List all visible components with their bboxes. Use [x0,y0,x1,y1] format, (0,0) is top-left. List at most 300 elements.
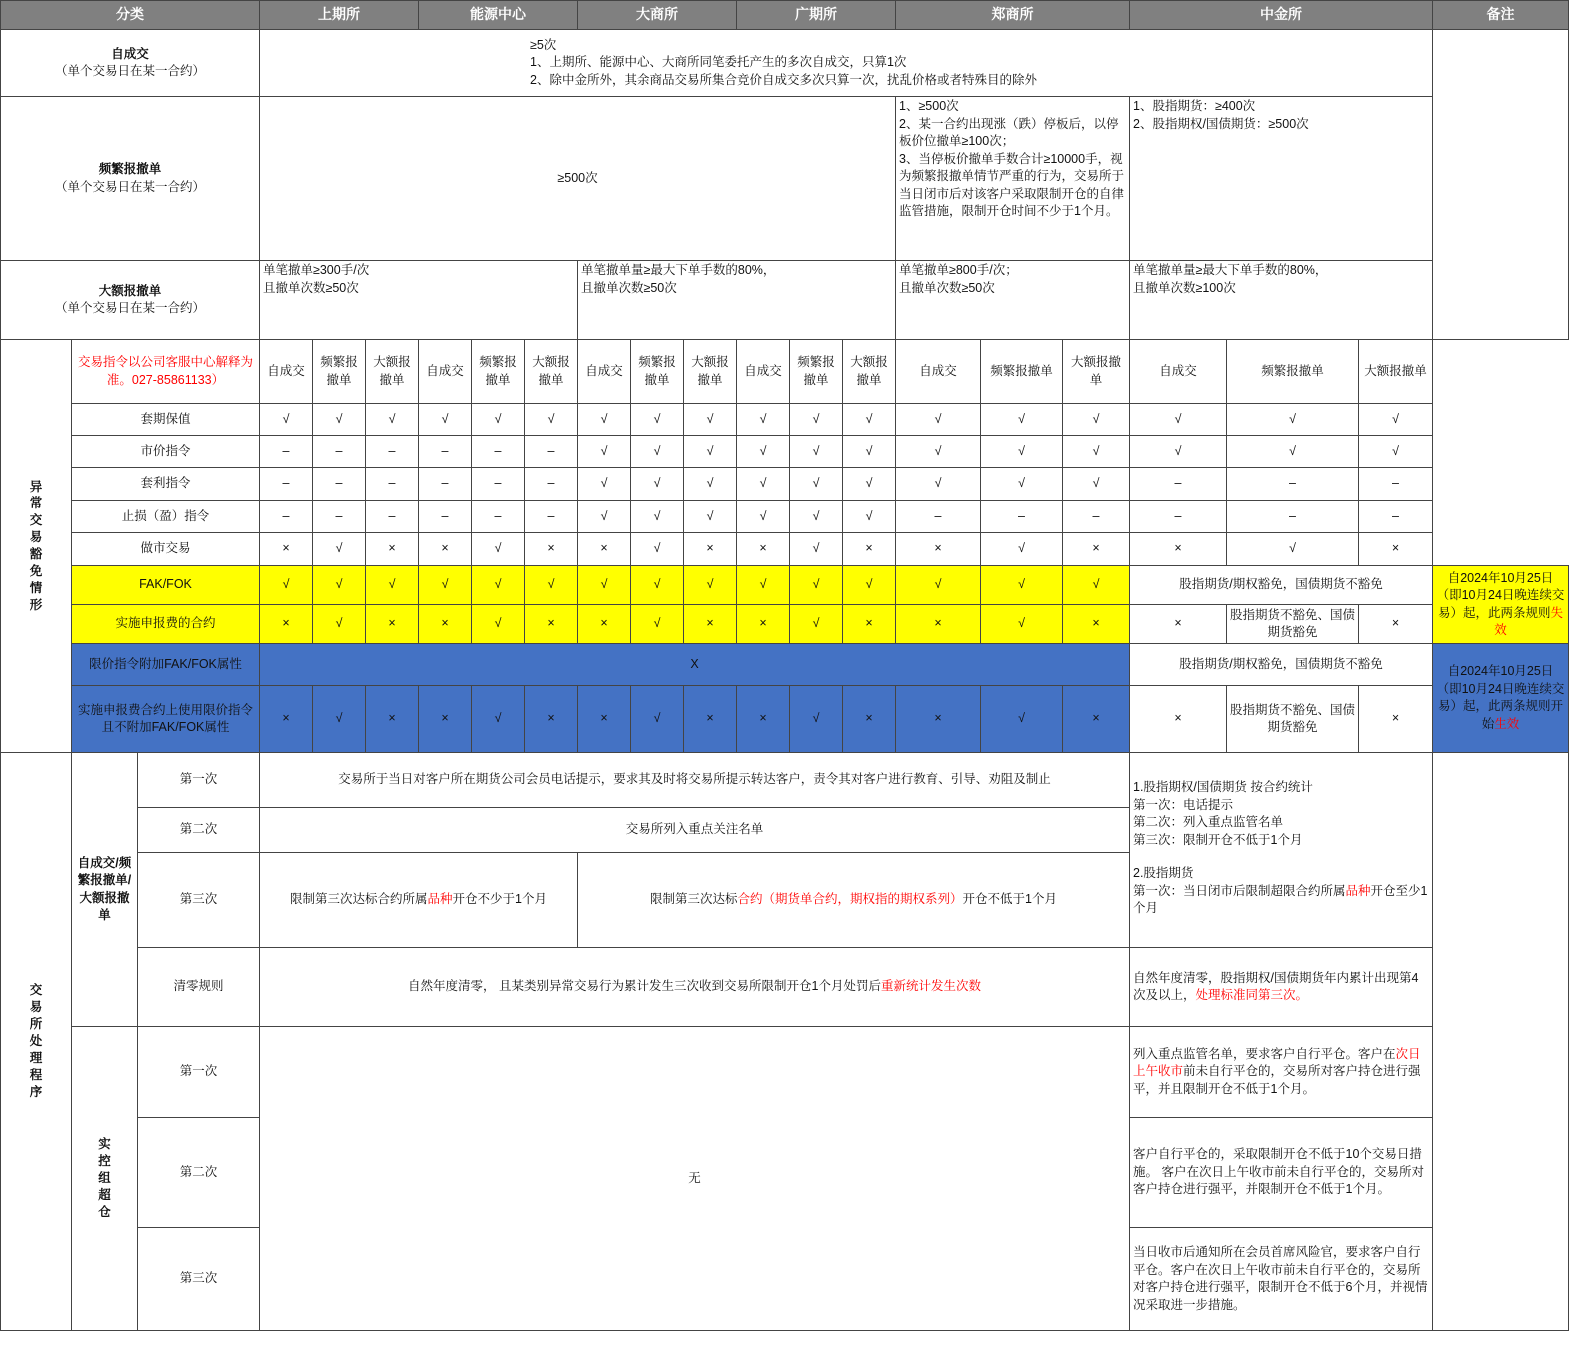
exemption-sub-header [1226,339,1359,404]
limit-row-cffex [1129,643,1433,686]
g1-third-rule-b-red: 合约（期货单合约，期权指的期权系列） [737,892,963,907]
fak-row-mark-text: √ [388,577,396,592]
fee-limit-row-mark-text: √ [653,711,661,726]
cffex-g2-first-pre: 列入重点监管名单，要求客户自行平仓。客户在 [1133,1046,1396,1061]
header-ine [418,0,578,30]
exemption-mark [789,467,843,501]
remark-effective [1432,643,1569,753]
frequent-cancel-cffex-line: 1、股指期货：≥400次 [1133,99,1256,113]
g2-first-label-text: 第一次 [179,1064,218,1079]
self-trade-title-text: 自成交 [111,46,149,61]
exemption-mark [736,467,790,501]
g1-third-rule-b-post: 开仓不低于1个月 [962,892,1057,907]
exemption-mark [980,435,1063,468]
frequent-cancel-czce-line: 3、当停板价撤单手数合计≥10000手，视为频繁报撤单情节严重的行为，交易所于当日闭市后对该客户采取限制开仓的自律监管措施，限制开仓时间不少于1个月。 [899,151,1125,218]
fee-row-mark-text: × [547,616,555,631]
fee-limit-row-mark [789,685,843,753]
exemption-mark [1358,532,1433,566]
g2-general [259,1026,1130,1331]
limit-row-label [71,643,260,686]
exemption-mark [630,532,684,566]
fak-row-mark [736,565,790,605]
exemption-mark [895,500,981,533]
exemption-mark [577,500,631,533]
exemption-mark-text: √ [494,541,502,556]
g2-third-label-text: 第三次 [179,1271,218,1286]
exemption-mark-text: √ [1289,443,1296,458]
exemption-mark [1358,435,1433,468]
g2-general-text: 无 [688,1170,701,1185]
exemption-mark-text: √ [600,411,608,426]
exemption-mark [471,435,525,468]
exemption-mark [980,532,1063,566]
fee-limit-row-mark [683,685,737,753]
fee-limit-row-mark-text: × [759,711,767,726]
exemption-mark-text: √ [1289,411,1296,426]
cffex-g1-line-pre: 第一次：当日闭市后限制超限合约所属 [1133,883,1346,898]
exemption-mark [524,403,578,436]
g1-third-rule-a [259,852,578,948]
fak-row-mark [577,565,631,605]
g1-clear-label-text: 清零规则 [173,979,224,994]
exemption-mark [259,435,313,468]
exemption-mark-text: √ [759,508,767,523]
fak-row-mark [259,565,313,605]
fee-row-mark-text: × [600,616,608,631]
exemption-mark [1358,403,1433,436]
exemption-mark-text: √ [934,411,942,426]
fee-row-cffex-a-text: × [1174,616,1182,631]
exemption-mark [683,500,737,533]
limit-row-value-text: X [690,656,699,671]
cffex-g1-line: 第三次：限制开仓不低于1个月 [1133,832,1303,847]
g1-third-rule-a-pre: 限制第三次达标合约所属 [290,892,428,907]
header-remarks-label: 备注 [1486,6,1515,23]
g1-clear-label [137,947,260,1027]
exemption-mark [1062,435,1130,468]
exemption-mark [365,435,419,468]
large-cancel-dce-line: 且撤单次数≥50次 [581,280,677,295]
remark-effective-text [1436,663,1565,733]
exemption-mark-text: – [335,443,343,458]
fee-row-mark-text: √ [494,616,502,631]
header-category-label: 分类 [116,6,144,23]
exemption-mark [1129,532,1227,566]
exemption-sub-header-text: 频繁报撤单 [638,355,676,387]
exemption-row-label-text: 做市交易 [140,541,191,556]
fee-limit-row-mark-text: × [865,711,873,726]
exemption-mark-text: – [1174,508,1182,523]
exemption-mark [683,435,737,468]
self-trade-rule-line: 1、上期所、能源中心、大商所同笔委托产生的多次自成交，只算1次 [530,55,907,70]
frequent-cancel-cffex [1129,96,1433,261]
header-gfex-label: 广期所 [795,6,837,23]
fee-row-mark-text: × [934,616,942,631]
exemption-sub-header [1062,339,1130,404]
exemption-mark [630,403,684,436]
cffex-g1-line-post: 开仓至少1个月 [1133,883,1428,915]
header-ine-label: 能源中心 [470,6,526,23]
exemption-mark [895,532,981,566]
exemption-sub-header-text: 大额报撤单 [1364,363,1427,378]
procedure-section-title [0,752,72,1331]
g2-third-label [137,1227,260,1331]
header-czce-label: 郑商所 [991,6,1034,23]
exemption-mark [1062,403,1130,436]
exemption-mark-text: – [1392,476,1399,491]
exemption-mark [312,500,366,533]
exemption-mark-text: √ [282,411,290,426]
exemption-mark-text: – [441,443,449,458]
exemption-mark-text: × [934,541,942,556]
fee-row-cffex-c [1358,604,1433,644]
exemption-mark [524,500,578,533]
fee-limit-row-mark [524,685,578,753]
fee-limit-row-mark-text: × [706,711,714,726]
fee-row-mark [789,604,843,644]
fee-limit-row-mark [1062,685,1130,753]
exemption-sub-header [789,339,843,404]
exemption-sub-header-text: 频繁报撤单 [990,363,1053,378]
exemption-mark-text: √ [1092,411,1100,426]
fak-row-mark-text: √ [812,577,820,592]
cffex-clear-rule-text [1133,970,1429,1005]
exemption-mark [895,467,981,501]
exemption-mark-text: √ [865,508,873,523]
fak-row-mark-text: √ [934,577,942,592]
g1-third-rule-a-post: 开仓不少于1个月 [452,892,547,907]
remark-effective-highlight: 生效 [1494,716,1520,731]
exemption-mark-text: – [547,443,555,458]
fee-row-mark-text: × [1092,616,1100,631]
exemption-sub-header [259,339,313,404]
exemption-mark-text: × [759,541,767,556]
fee-row-label [71,604,260,644]
exemption-sub-header [312,339,366,404]
exemption-sub-header [842,339,896,404]
exemption-sub-header [365,339,419,404]
fee-row-mark-text: × [282,616,290,631]
fee-limit-row-cffex-a [1129,685,1227,753]
limit-row-value [259,643,1130,686]
fee-limit-row-cffex-b-text: 股指期货不豁免、国债期货豁免 [1230,702,1356,734]
exemption-mark [312,532,366,566]
fee-row-mark [365,604,419,644]
exemption-mark [789,532,843,566]
cffex-g1-line-red: 品种 [1345,883,1371,898]
header-czce [895,0,1130,30]
exemption-sub-header [895,339,981,404]
self-trade-title [0,29,260,97]
exemption-mark-text: √ [759,476,767,491]
exemption-row-label-text: 止损（盈）指令 [121,508,210,523]
large-cancel-czce-line: 且撤单次数≥50次 [899,280,995,295]
exemption-sub-header [736,339,790,404]
exemption-mark-text: √ [600,476,608,491]
g1-second-label [137,807,260,853]
g1-second-rule [259,807,1130,853]
exemption-mark [577,532,631,566]
large-cancel-shfe-line: 单笔撤单≥300手/次 [263,263,370,277]
fee-limit-row-mark [471,685,525,753]
remark-invalid-prefix: 自2024年10月25日（即10月24日晚连续交易）起，此两条规则 [1436,570,1565,620]
fee-row-mark [842,604,896,644]
g1-third-label [137,852,260,948]
cffex-clear-rule [1129,947,1433,1027]
exemption-sub-header-text: 自成交 [267,363,305,378]
exemption-mark [980,403,1063,436]
fee-limit-row-cffex-c-text: × [1391,711,1400,726]
fee-row-mark-text: √ [653,616,661,631]
g1-third-rule-a-text [290,891,547,909]
exemption-mark-text: √ [1018,411,1025,426]
exemption-mark-text: √ [1018,443,1025,458]
fee-limit-row-mark-text: × [388,711,396,726]
g2-second-label [137,1117,260,1228]
fee-limit-row-mark [895,685,981,753]
exemption-mark [683,403,737,436]
header-cffex-label: 中金所 [1260,6,1302,23]
fee-limit-row-mark [577,685,631,753]
frequent-cancel-title-text: 频繁报撤单 [98,162,162,176]
exemption-mark-text: × [388,541,396,556]
fee-row-mark [524,604,578,644]
exemption-mark-text: √ [812,476,820,491]
fee-row-mark-text: √ [1018,616,1025,631]
exemption-mark-text: √ [653,476,661,491]
exemption-row-label [71,500,260,533]
exemption-sub-header [418,339,472,404]
exemption-mark [312,435,366,468]
header-dce-label: 大商所 [636,6,678,23]
exemption-mark [418,532,472,566]
exemption-mark [312,467,366,501]
fee-limit-row-label-text: 实施申报费合约上使用限价指令且不附加FAK/FOK属性 [77,702,253,734]
exemption-mark [1129,500,1227,533]
exemption-mark-text: – [282,508,290,523]
exemption-mark [736,435,790,468]
exemption-mark-text: × [1092,541,1100,556]
fee-limit-row-mark [842,685,896,753]
exemption-mark-text: – [335,476,343,491]
g2-first-label [137,1026,260,1118]
exemption-mark [789,403,843,436]
exemption-mark-text: √ [1392,443,1399,458]
g1-third-rule-b [577,852,1130,948]
exemption-mark [736,500,790,533]
fak-row-mark [980,565,1063,605]
exemption-mark-text: √ [1018,541,1025,556]
fee-limit-row-mark [312,685,366,753]
fee-row-label-text: 实施申报费的合约 [115,616,216,631]
exemption-mark-text: × [441,541,449,556]
fak-row-mark-text: √ [759,577,767,592]
exemption-mark-text: √ [706,443,714,458]
exemption-mark [980,467,1063,501]
exemption-mark-text: √ [653,411,661,426]
large-cancel-czce [895,260,1130,340]
exemption-sub-header-text: 频繁报撤单 [479,355,517,387]
large-cancel-shfe-line: 且撤单次数≥50次 [263,280,359,295]
fak-row-cffex [1129,565,1433,605]
exemption-mark [736,532,790,566]
frequent-cancel-general-text: ≥500次 [557,170,598,185]
cffex-clear-rule-red: 处理标准同第三次。 [1195,988,1309,1002]
fee-limit-row-mark [365,685,419,753]
fee-row-mark-text: × [388,616,396,631]
fee-limit-row-mark-text: × [282,711,290,726]
exemption-mark [1226,403,1359,436]
exemption-mark-text: √ [759,411,767,426]
exemption-mark-text: √ [600,508,608,523]
g1-first-label [137,752,260,808]
exemption-section-title [0,339,72,753]
exemption-mark-text: – [1289,476,1296,491]
header-shfe-label: 上期所 [318,6,360,23]
exemption-mark-text: √ [653,508,661,523]
cffex-g1-rules [1129,752,1433,948]
cffex-g1-line: 第一次：电话提示 [1133,797,1234,812]
exemption-sub-header-text: 大额报撤单 [532,355,570,387]
exemption-mark [1358,500,1433,533]
exemption-mark [524,435,578,468]
exemption-mark-text: √ [812,411,820,426]
fak-row-mark [895,565,981,605]
fak-row-mark-text: √ [441,577,449,592]
fee-limit-row-mark-text: × [600,711,608,726]
fee-limit-row-mark-text: × [441,711,449,726]
exemption-mark-text: √ [865,443,873,458]
g2-second-label-text: 第二次 [179,1164,218,1179]
exemption-mark [895,403,981,436]
exemption-mark-text: √ [653,443,661,458]
fak-row-mark-text: √ [653,577,661,592]
frequent-cancel-subtitle: （单个交易日在某一合约） [54,179,205,194]
self-trade-rule-line: 2、除中金所外，其余商品交易所集合竞价自成交多次只算一次，扰乱价格或者特殊目的除外 [530,72,1037,87]
frequent-cancel-czce-line: 2、某一合约出现涨（跌）停板后，以停板价位撤单≥100次； [899,116,1119,148]
fee-row-cffex-a [1129,604,1227,644]
exemption-mark-text: √ [865,476,873,491]
fak-row-mark-text: √ [706,577,714,592]
large-cancel-dce-line: 单笔撤单量≥最大下单手数的80%， [581,263,776,277]
exemption-mark-text: – [1092,508,1100,523]
exemption-mark-text: – [1174,476,1182,491]
exemption-mark-text: – [388,508,396,523]
exemption-sub-header [524,339,578,404]
g1-second-rule-text: 交易所列入重点关注名单 [625,822,764,837]
exemption-row-label [71,532,260,566]
exemption-mark-text: √ [759,443,767,458]
exemption-sub-header-text: 自成交 [585,363,623,378]
fee-row-mark-text: × [759,616,767,631]
fee-row-mark [980,604,1063,644]
exemption-mark [418,435,472,468]
exemption-mark [365,500,419,533]
exemption-mark [1358,467,1433,501]
exemption-mark-text: – [388,476,396,491]
large-cancel-dce [577,260,896,340]
remark-invalid [1432,565,1569,644]
fee-row-mark [895,604,981,644]
large-cancel-czce-line: 单笔撤单≥800手/次； [899,263,1018,277]
exemption-mark [980,500,1063,533]
exemption-mark [1062,500,1130,533]
frequent-cancel-title [0,96,260,261]
remark-effective-prefix: 自2024年10月25日（即10月24日晚连续交易）起，此两条规则开始 [1436,664,1565,731]
exemption-mark [1129,467,1227,501]
large-cancel-title [0,260,260,340]
exemption-mark [683,532,737,566]
header-gfex [736,0,896,30]
exemption-mark-text: – [1289,508,1296,523]
exemption-mark-text: – [1392,508,1399,523]
g1-clear-rule-red: 重新统计发生次数 [880,979,981,994]
exemption-mark-text: √ [1018,476,1025,491]
fee-row-mark [418,604,472,644]
fak-row-mark [471,565,525,605]
exemption-row-label-text: 套利指令 [140,476,191,491]
header-category [0,0,260,30]
exemption-mark [418,403,472,436]
large-cancel-cffex-line: 且撤单次数≥100次 [1133,280,1236,295]
cffex-g2-third-text: 当日收市后通知所在会员首席风险官，要求客户自行平仓。客户在次日上午收市前未自行平仓的，交易所对客户持仓进行强平，限制开仓不低于6个月，并视情况采取进一步措施。 [1133,1245,1428,1312]
exemption-sub-header [683,339,737,404]
exemption-mark [789,500,843,533]
fee-limit-row-label [71,685,260,753]
exemption-mark [418,500,472,533]
exemption-mark-text: √ [441,411,449,426]
fak-row-mark-text: √ [1092,577,1100,592]
self-trade-subtitle: （单个交易日在某一合约） [54,64,205,78]
fee-limit-row-mark-text: √ [335,711,343,726]
cffex-g2-second [1129,1117,1433,1228]
cffex-g2-first-post: 前未自行平仓的，交易所对客户持仓进行强平，并且限制开仓不低于1个月。 [1133,1064,1421,1096]
fak-row-mark [418,565,472,605]
fak-row-mark-text: √ [335,577,343,592]
exemption-sub-header-text: 自成交 [744,363,782,378]
exemption-mark-text: √ [812,443,820,458]
large-cancel-cffex-line: 单笔撤单量≥最大下单手数的80%， [1133,263,1328,277]
large-cancel-cffex [1129,260,1433,340]
fee-limit-row-mark [736,685,790,753]
exemption-mark [789,435,843,468]
exemption-mark [471,532,525,566]
exemption-mark-text: √ [812,508,820,523]
g1-clear-rule [259,947,1130,1027]
exemption-mark [1226,532,1359,566]
exemption-mark [842,500,896,533]
fak-row-mark-text: √ [600,577,608,592]
exemption-mark [1062,532,1130,566]
exemption-mark-text: √ [1392,411,1399,426]
large-cancel-subtitle: （单个交易日在某一合约） [54,301,205,315]
fee-row-mark [683,604,737,644]
fee-row-mark [259,604,313,644]
limit-row-label-text: 限价指令附加FAK/FOK属性 [89,656,242,671]
exemption-mark [895,435,981,468]
fee-limit-row-mark-text: √ [494,711,502,726]
exemption-mark-text: √ [1092,443,1100,458]
exemption-mark-text: √ [706,508,714,523]
exemption-sub-header [980,339,1063,404]
exemption-mark-text: √ [706,411,714,426]
exemption-row-label [71,467,260,501]
g1-first-rule [259,752,1130,808]
fak-row-cffex-text: 股指期货/期权豁免，国债期货不豁免 [1179,577,1383,592]
procedure-group1-title-text: 自成交/频繁报撤单/大额报撤单 [77,855,132,922]
exemption-mark [842,403,896,436]
exemption-mark [577,435,631,468]
